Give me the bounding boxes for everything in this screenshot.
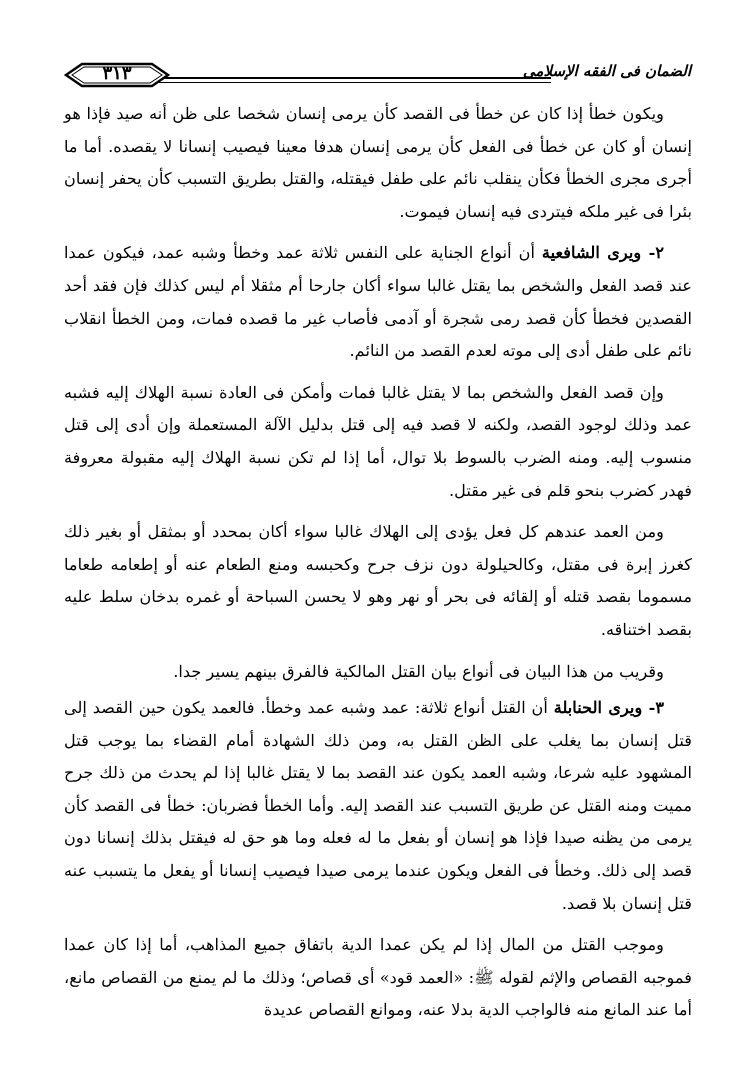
paragraph [64,237,692,367]
paragraph-text: ويكون خطأ إذا كان عن خطأ فى القصد كأن يرمى إنسان شخصا على ظن أنه صيد فإذا هو إنسان أو كان عن خطأ فى الفعل كأن يرمى إنسان هدفا معينا فيصيب إنسانا لا يقصده. أما ما أجرى مجرى الخطأ فكأن ينقلب نائم على طفل فيقتله، والقتل بطريق التسبب كأن يحفر إنسان بئرا فى غير ملكه فيتردى فيه إنسان فيموت. [64,104,692,221]
paragraph [64,377,692,507]
paragraph [64,98,692,228]
page-number-badge [82,60,152,90]
body-text [64,98,692,1036]
running-title: الضمان فى الفقه الإسلامى [522,62,691,80]
header-rule [152,77,551,79]
paragraph [64,929,692,1027]
page-number: ٣١٣ [102,63,132,84]
paragraph-text: أن أنواع الجناية على النفس ثلاثة عمد وخطأ وشبه عمد، فيكون عمدا عند قصد الفعل والشخص بما يقتل غالبا سواء أكان جارحا أم مثقلا أم ليس كذلك فإن فقد أحد القصدين فخطأ كأن قصد رمى شجرة أو آدمى فأصاب غير ما قصده فمات، ومن الخطأ انقلاب نائم على طفل أدى إلى موته لعدم القصد من النائم. [64,243,692,361]
page-header [64,58,691,94]
header-rule-thin [152,82,551,83]
paragraph [64,692,692,920]
paragraph-lead: ٢- ويرى الشافعية [541,243,665,263]
paragraph-text: ومن العمد عندهم كل فعل يؤدى إلى الهلاك غالبا سواء أكان بمحدد أو بمثقل أو بغير ذلك كغرز إبرة فى مقتل، وكالحيلولة دون نزف جرح وكحبسه ومنع الطعام عنه أو إطعامه طعاما مسموما بقصد قتله أو إلقائه فى بحر أو نهر وهو لا يحسن السباحة أو غمره بدخان سلط عليه بقصد اختناقه. [64,522,692,639]
paragraph [64,516,692,646]
paragraph-lead: ٣- ويرى الحنابلة [553,698,665,718]
paragraph-text: وموجب القتل من المال إذا لم يكن عمدا الدية باتفاق جميع المذاهب، أما إذا كان عمدا فموجبه القصاص والإثم لقوله ﷺ: «العمد قود» أى قصاص؛ وذلك ما لم يمنع من القصاص مانع، أما عند المانع منه فالواجب الدية بدلا عنه، وموانع القصاص عديدة [64,935,692,1020]
paragraph-text: وإن قصد الفعل والشخص بما لا يقتل غالبا فمات وأمكن فى العادة نسبة الهلاك إليه فشبه عمد وذلك لوجود القصد، ولكنه لا قصد فيه إلى قتل بدليل الآلة المستعملة وإن أدى إلى قتل منسوب إليه. ومنه الضرب بالسوط بلا توال، أما إذا لم تكن نسبة الهلاك إليه مقبولة معروفة فهدر كضرب بنحو قلم فى غير مقتل. [64,382,692,500]
paragraph [64,656,692,689]
paragraph-text: أن القتل أنواع ثلاثة: عمد وشبه عمد وخطأ. فالعمد يكون حين القصد إلى قتل إنسان بما يغلب على الظن القتل به، ومن ذلك الشهادة أمام القضاء بما يوجب قتل المشهود عليه شرعا، وشبه العمد يكون عند القصد بما لا يقتل غالبا إذا لم يحدث من ذلك جرح مميت ومنه القتل عن طريق التسبب عند القصد إليه. وأما الخطأ فضربان: خطأ فى القصد كأن يرمى من يظنه صيدا فإذا هو إنسان أو بفعل ما له فعله وما هو حق له فيقتل بذلك إنسانا دون قصد إلى ذلك. وخطأ فى الفعل ويكون عندما يرمى صيدا فيصيب إنسانا أو يفعل ما يتسبب عنه قتل إنسان بلا قصد. [64,698,692,913]
paragraph-text: وقريب من هذا البيان فى أنواع بيان القتل المالكية فالفرق بينهم يسير جدا. [173,661,664,681]
